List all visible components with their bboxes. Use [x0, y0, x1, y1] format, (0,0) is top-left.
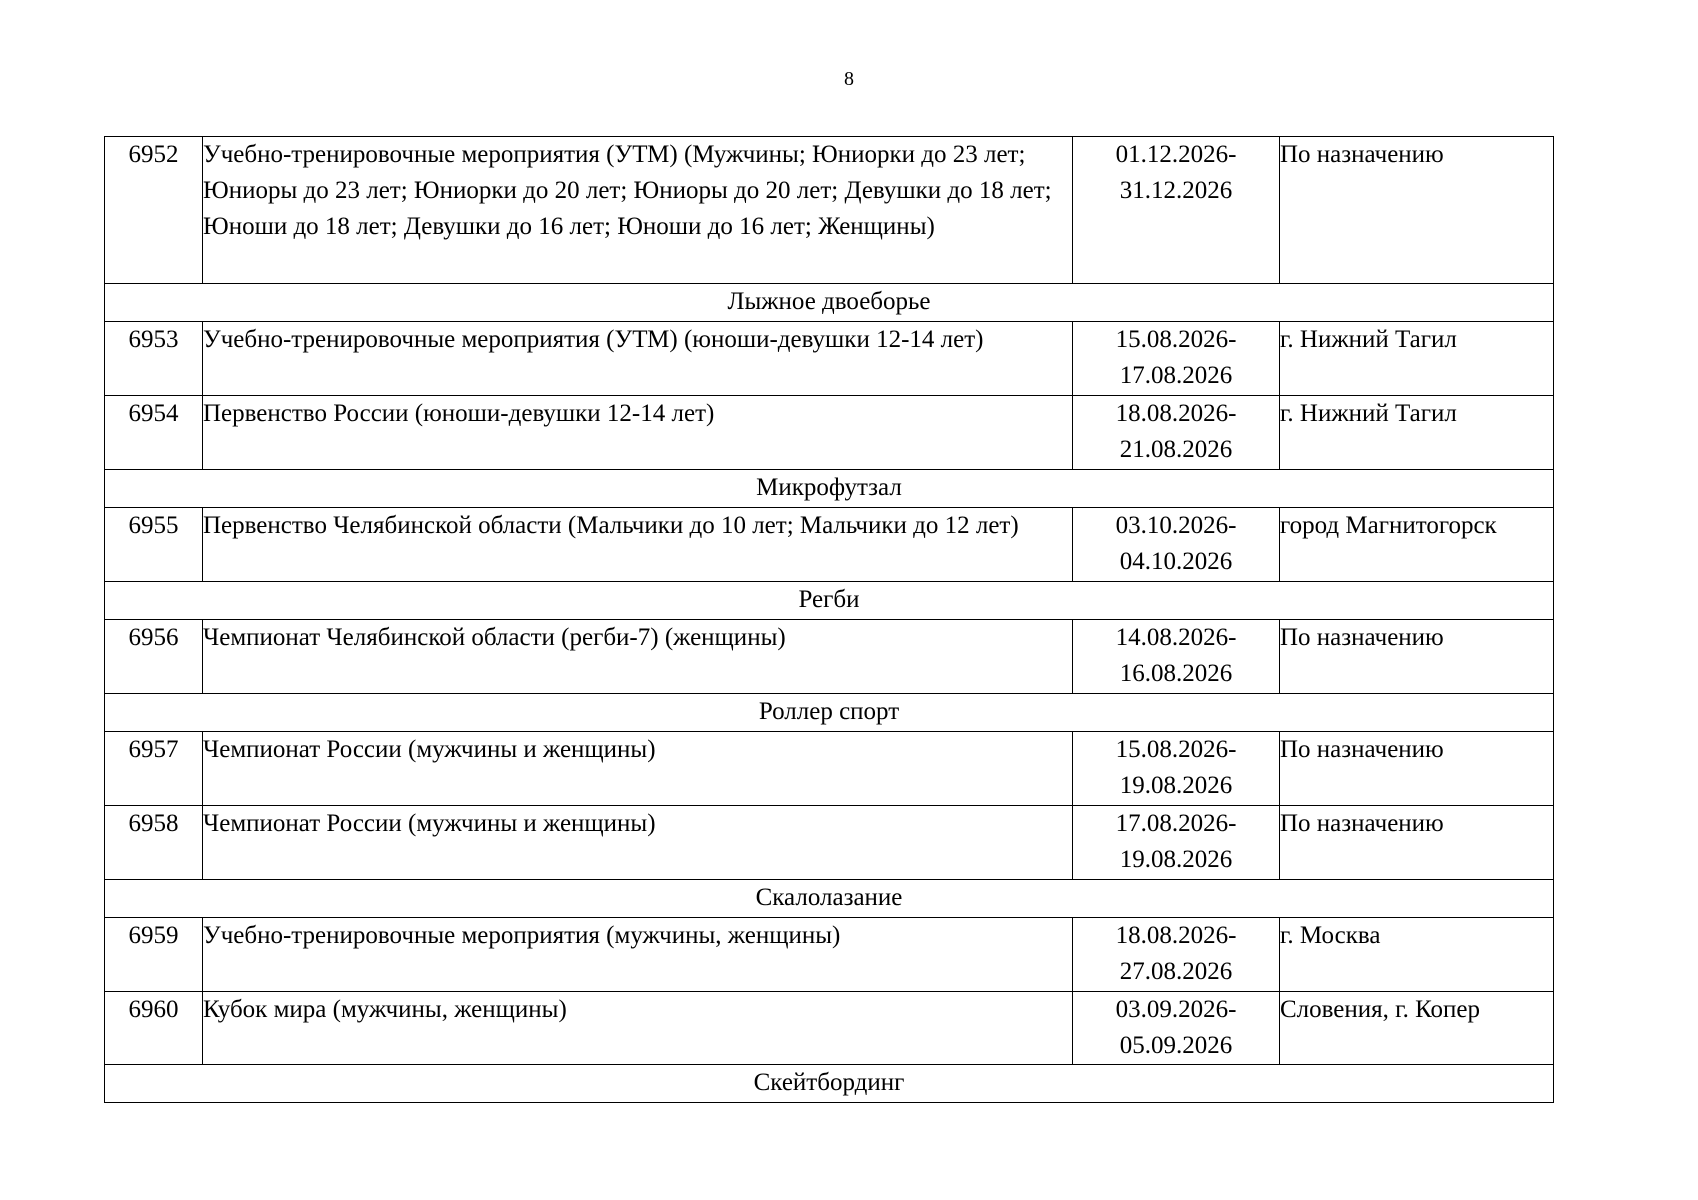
- event-name: Кубок мира (мужчины, женщины): [203, 992, 1073, 1065]
- event-dates: [1073, 508, 1280, 582]
- event-date-end: 21.08.2026: [1119, 436, 1233, 463]
- event-number: 6957: [105, 732, 203, 806]
- event-place: По назначению: [1280, 732, 1554, 806]
- event-dates: [1073, 918, 1280, 992]
- event-name: Учебно-тренировочные мероприятия (УТМ) (Мужчины; Юниорки до 23 лет; Юниоры до 23 лет; Юниорки до 20 лет; Юниоры до 20 лет; Девушки до 18 лет; Юноши до 18 лет; Девушки до 16 лет; Юноши до 16 лет; Женщины): [203, 137, 1073, 284]
- event-date-end: 05.09.2026: [1119, 1032, 1233, 1059]
- section-title: Скалолазание: [755, 884, 903, 911]
- page-number: 8: [844, 68, 854, 90]
- event-dates: [1073, 992, 1280, 1065]
- section-title-cell: [105, 284, 1554, 322]
- event-dates: [1073, 732, 1280, 806]
- event-number: 6953: [105, 322, 203, 396]
- event-row: [105, 620, 1554, 694]
- event-row: [105, 508, 1554, 582]
- event-number: 6954: [105, 396, 203, 470]
- event-date-end: 04.10.2026: [1119, 548, 1233, 575]
- event-date-end: 19.08.2026: [1119, 772, 1233, 799]
- event-place: По назначению: [1280, 620, 1554, 694]
- event-date-start: 03.09.2026-: [1115, 996, 1237, 1023]
- event-date-start: 14.08.2026-: [1115, 624, 1237, 651]
- event-date-start: 18.08.2026-: [1115, 400, 1237, 427]
- event-date-end: 27.08.2026: [1119, 958, 1233, 985]
- event-row: [105, 806, 1554, 880]
- event-place: г. Нижний Тагил: [1280, 396, 1554, 470]
- event-row: [105, 322, 1554, 396]
- section-title-cell: [105, 880, 1554, 918]
- event-name: Учебно-тренировочные мероприятия (мужчины, женщины): [203, 918, 1073, 992]
- event-place: г. Нижний Тагил: [1280, 322, 1554, 396]
- event-place: город Магнитогорск: [1280, 508, 1554, 582]
- section-title-cell: [105, 470, 1554, 508]
- event-name: Чемпионат России (мужчины и женщины): [203, 732, 1073, 806]
- section-row: [105, 284, 1554, 322]
- event-name: Учебно-тренировочные мероприятия (УТМ) (юноши-девушки 12-14 лет): [203, 322, 1073, 396]
- section-title-cell: [105, 1065, 1554, 1103]
- event-place: По назначению: [1280, 806, 1554, 880]
- event-name: Первенство Челябинской области (Мальчики до 10 лет; Мальчики до 12 лет): [203, 508, 1073, 582]
- events-table: [104, 136, 1554, 1103]
- section-title-cell: [105, 582, 1554, 620]
- event-number: 6956: [105, 620, 203, 694]
- event-place: Словения, г. Копер: [1280, 992, 1554, 1065]
- event-date-start: 18.08.2026-: [1115, 922, 1237, 949]
- event-number: 6958: [105, 806, 203, 880]
- section-row: [105, 1065, 1554, 1103]
- event-date-start: 01.12.2026-: [1115, 141, 1237, 168]
- event-row: [105, 992, 1554, 1065]
- event-row: [105, 732, 1554, 806]
- events-table-body: [105, 137, 1554, 1103]
- event-name: Первенство России (юноши-девушки 12-14 лет): [203, 396, 1073, 470]
- event-number: 6952: [105, 137, 203, 284]
- event-dates: [1073, 137, 1280, 284]
- section-row: [105, 694, 1554, 732]
- event-date-end: 16.08.2026: [1119, 660, 1233, 687]
- event-number: 6959: [105, 918, 203, 992]
- event-name: Чемпионат Челябинской области (регби-7) (женщины): [203, 620, 1073, 694]
- event-number: 6960: [105, 992, 203, 1065]
- event-row: [105, 396, 1554, 470]
- event-number: 6955: [105, 508, 203, 582]
- event-date-end: 31.12.2026: [1119, 177, 1233, 204]
- event-date-end: 17.08.2026: [1119, 362, 1233, 389]
- section-title: Регби: [798, 586, 860, 613]
- event-row: [105, 918, 1554, 992]
- event-row: [105, 137, 1554, 284]
- section-row: [105, 880, 1554, 918]
- section-title: Лыжное двоеборье: [727, 288, 931, 315]
- event-date-start: 03.10.2026-: [1115, 512, 1237, 539]
- section-row: [105, 582, 1554, 620]
- event-dates: [1073, 620, 1280, 694]
- section-title: Микрофутзал: [756, 474, 902, 501]
- event-dates: [1073, 322, 1280, 396]
- event-date-end: 19.08.2026: [1119, 846, 1233, 873]
- event-place: г. Москва: [1280, 918, 1554, 992]
- event-date-start: 15.08.2026-: [1115, 326, 1237, 353]
- event-name: Чемпионат России (мужчины и женщины): [203, 806, 1073, 880]
- event-dates: [1073, 806, 1280, 880]
- section-title: Роллер спорт: [758, 698, 900, 725]
- event-place: По назначению: [1280, 137, 1554, 284]
- section-title-cell: [105, 694, 1554, 732]
- section-row: [105, 470, 1554, 508]
- event-dates: [1073, 396, 1280, 470]
- section-title: Скейтбординг: [753, 1069, 905, 1096]
- event-date-start: 17.08.2026-: [1115, 810, 1237, 837]
- event-date-start: 15.08.2026-: [1115, 736, 1237, 763]
